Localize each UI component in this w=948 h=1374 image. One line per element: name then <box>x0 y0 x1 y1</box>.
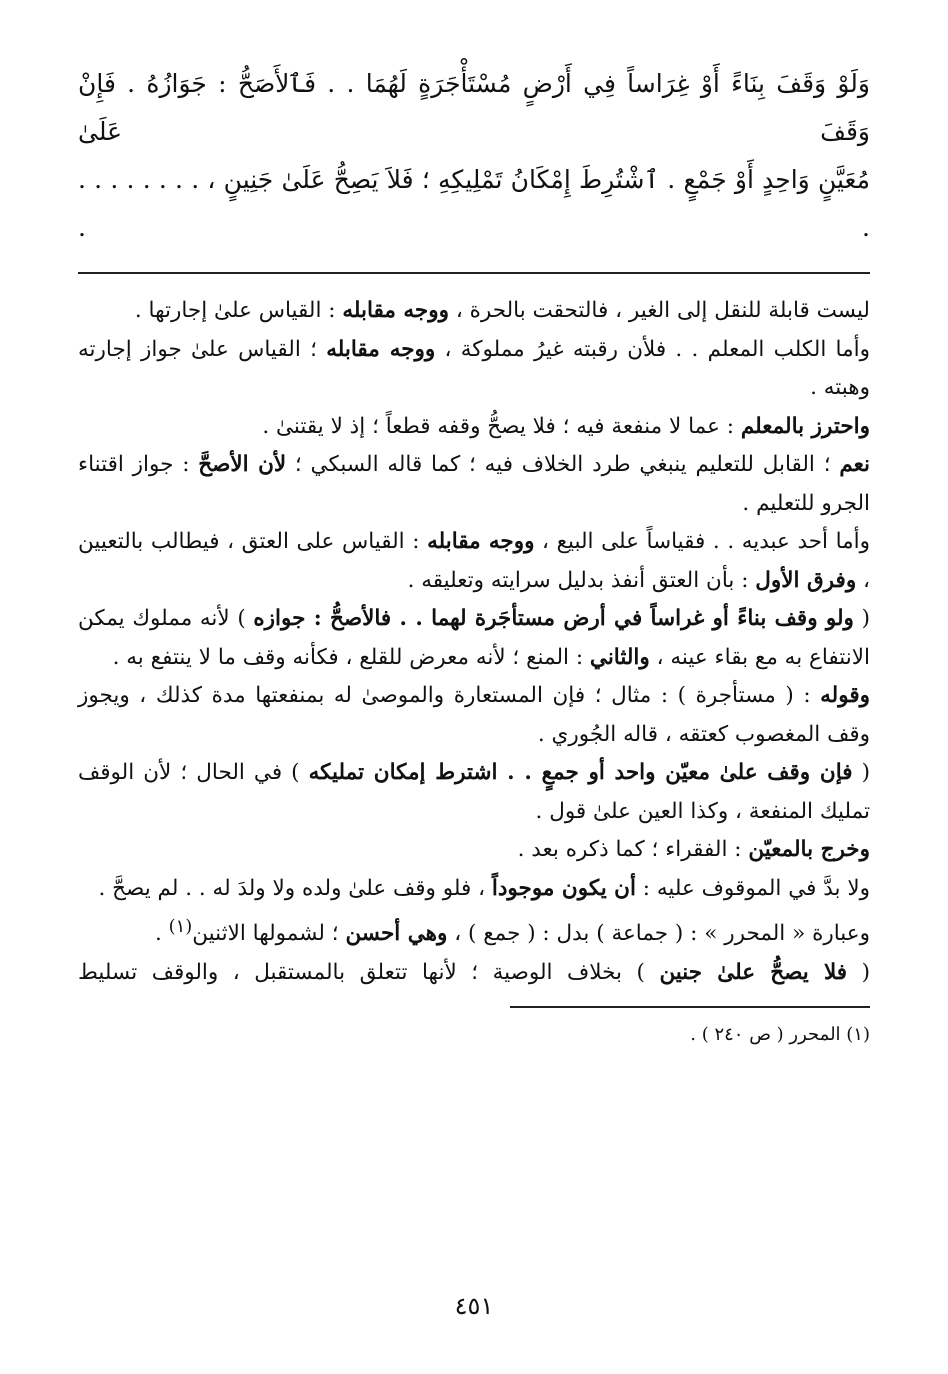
text: ) في الحال ؛ لأن الوقف تمليك المنفعة ، وكذا العين علىٰ قول . <box>78 760 870 824</box>
footnote-ref[interactable]: (١) <box>168 916 193 937</box>
paragraph <box>78 446 870 523</box>
commentary-text <box>78 292 870 992</box>
paragraph <box>78 408 870 447</box>
text: وأما أحد عبديه . . فقياساً على البيع ، <box>534 529 871 554</box>
bold-term: ووجه مقابله <box>427 529 535 554</box>
quoted-matn: ولو وقف بناءً أو غراساً في أرض مستأجَرة لهما . . فالأصحُّ : جوازه <box>253 606 854 631</box>
text: : القياس على العتق ، فيطالب بالتعيين ، <box>78 529 870 593</box>
text: وعبارة « المحرر » : ( جماعة ) بدل : ( جمع ) ، <box>447 921 870 947</box>
paragraph <box>78 600 870 677</box>
text: : الفقراء ؛ كما ذكره بعد . <box>517 837 749 862</box>
footnotes <box>78 1020 870 1050</box>
matn-separator <box>78 272 870 274</box>
paragraph <box>78 831 870 870</box>
bold-term: نعم <box>839 452 871 477</box>
paragraph <box>78 331 870 408</box>
text: ) لأنه مملوك يمكن الانتفاع به مع بقاء عينه ، <box>78 606 870 670</box>
bold-term: وهي أحسن <box>345 921 448 947</box>
quoted-matn: فإن وقف علىٰ معيّن واحد أو جمعٍ . . اشترط إمكان تمليكه <box>308 760 853 785</box>
bold-term: وخرج بالمعيّن <box>748 837 870 862</box>
bold-term: ووجه مقابله <box>326 336 436 362</box>
paragraph <box>78 677 870 754</box>
paragraph <box>78 908 870 954</box>
text: : بأن العتق أنفذ بدليل سرايته وتعليقه . <box>407 567 756 593</box>
text: ؛ القياس علىٰ جواز إجارته وهبته . <box>78 336 870 400</box>
text: ( <box>852 760 870 785</box>
text: ؛ القابل للتعليم ينبغي طرد الخلاف فيه ؛ كما قاله السبكي ؛ <box>286 452 840 477</box>
quoted-matn: فلا يصحُّ علىٰ جنين <box>659 959 848 985</box>
paragraph <box>78 523 870 600</box>
text: ( <box>847 959 870 985</box>
text: ؛ لشمولها الاثنين <box>192 921 346 947</box>
matn-line-2: مُعَيَّنٍ وَاحِدٍ أَوْ جَمْعٍ . ٱشْتُرِطَ إِمْكَانُ تَمْلِيكِهِ ؛ فَلاَ يَصِحُّ عَلَىٰ جَنِينٍ ، . . . . . . . . . . <box>78 165 870 242</box>
paragraph <box>78 954 870 993</box>
bold-term: والثاني <box>589 644 650 670</box>
matn-line-1: وَلَوْ وَقَفَ بِنَاءً أَوْ غِرَاساً فِي أَرْضٍ مُسْتَأْجَرَةٍ لَهُمَا . . فَٱلأَصَحُّ : جَوَازُهُ . فَإِنْ وَقَفَ عَلَىٰ <box>78 69 870 146</box>
bold-term: لأن الأصحَّ <box>198 452 287 477</box>
footnote-1: (١) المحرر ( ص ٢٤٠ ) . <box>690 1024 870 1046</box>
text: . <box>154 921 169 947</box>
text: ( <box>853 606 870 631</box>
text: : ( مستأجرة ) : مثال ؛ فإن المستعارة والموصىٰ له بمنفعتها مدة كذلك ، ويجوز وقف المغصوب كعتقه ، قاله الجُوري . <box>78 683 870 747</box>
page-number: ٤٥١ <box>454 1292 494 1320</box>
bold-term: أن يكون موجوداً <box>491 875 636 901</box>
text: : القياس علىٰ إجارتها . <box>134 298 343 323</box>
bold-term: واحترز بالمعلم <box>740 413 870 439</box>
paragraph <box>78 870 870 909</box>
bold-term: وقوله <box>820 683 870 708</box>
text: وأما الكلب المعلم . . فلأن رقبته غيرُ مملوكة ، <box>435 336 870 362</box>
text: : جواز اقتناء الجرو للتعليم . <box>78 452 870 516</box>
text: ، فلو وقف علىٰ ولده ولا ولدَ له . . لم يصحَّ . <box>98 875 492 901</box>
text: : عما لا منفعة فيه ؛ فلا يصحُّ وقفه قطعاً ؛ إذ لا يقتنىٰ . <box>262 413 741 439</box>
bold-term: وفرق الأول <box>755 567 857 593</box>
matn-text <box>78 60 870 252</box>
text: ليست قابلة للنقل إلى الغير ، فالتحقت بالحرة ، <box>448 298 870 323</box>
paragraph <box>78 292 870 331</box>
book-page <box>78 60 870 1050</box>
text: ولا بدَّ في الموقوف عليه : <box>635 875 870 901</box>
bold-term: ووجه مقابله <box>342 298 449 323</box>
paragraph <box>78 754 870 831</box>
footnote-separator <box>510 1006 870 1008</box>
text: : المنع ؛ لأنه معرض للقلع ، فكأنه وقف ما لا ينتفع به . <box>112 644 590 670</box>
text: ) بخلاف الوصية ؛ لأنها تتعلق بالمستقبل ، والوقف تسليط <box>78 959 660 985</box>
